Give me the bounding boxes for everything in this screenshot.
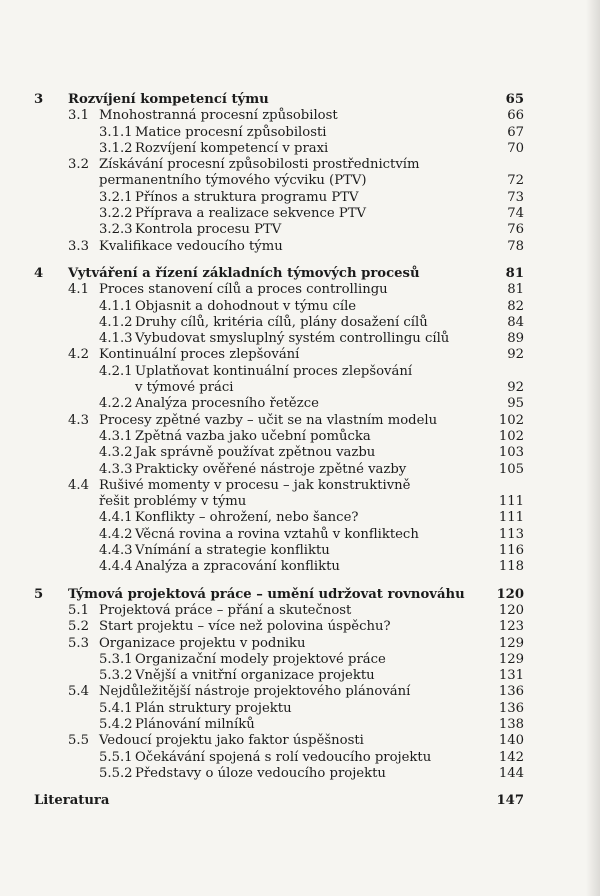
toc-entry-page: 66: [507, 108, 524, 124]
dot-leader: [362, 511, 496, 521]
toc-entry-title: Nejdůležitější nástroje projektového plánování: [99, 684, 414, 700]
toc-entry: [0, 701, 600, 717]
toc-entry-number: 3.2.2: [99, 206, 133, 222]
toc-entry-page: 92: [507, 347, 524, 363]
toc-entry-title: Vybudovat smysluplný systém controllingu cílů: [135, 331, 453, 347]
toc-entry-number: 4: [34, 265, 44, 281]
dot-leader: [238, 381, 506, 391]
toc-entry-title: Druhy cílů, kritéria cílů, plány dosažení cílů: [135, 315, 432, 331]
toc-entry-number: 3.1.1: [99, 124, 133, 140]
toc-entry-page: 89: [507, 331, 524, 347]
toc-entry-page: 116: [498, 543, 524, 559]
dot-leader: [342, 109, 506, 119]
toc-entry-page: 70: [507, 140, 524, 156]
toc-entry-title: permanentního týmového výcviku (PTV): [99, 173, 371, 189]
toc-entry-number: 4.3: [68, 412, 89, 428]
toc-entry: [0, 527, 600, 543]
toc-entry-title: Přínos a struktura programu PTV: [135, 190, 363, 206]
toc-entry-title: Kontrola procesu PTV: [135, 222, 285, 238]
toc-entry-number: 5.5: [68, 733, 89, 749]
toc-entry: [0, 510, 600, 526]
toc-entry-title: v týmové práci: [135, 380, 238, 396]
toc-entry-number: 3.2.1: [99, 189, 133, 205]
toc-entry-title: Vnější a vnitřní organizace projektu: [135, 668, 379, 684]
dot-leader: [441, 414, 497, 424]
toc-entry-title: Analýza procesního řetězce: [135, 396, 323, 412]
dot-leader: [273, 93, 504, 103]
toc-entry-number: 4.1.1: [99, 298, 133, 314]
dot-leader: [332, 142, 505, 152]
toc-entry: [0, 413, 600, 429]
toc-entry-title: Organizační modely projektové práce: [135, 652, 390, 668]
toc-entry-page: 81: [505, 265, 524, 281]
dot-leader: [390, 767, 497, 777]
dot-leader: [379, 669, 497, 679]
toc-entry-title: Prakticky ověřené nástroje zpětné vazby: [135, 462, 410, 478]
toc-entry-page: 65: [505, 92, 524, 107]
dot-leader: [287, 240, 505, 250]
toc-entry-number: 3.2: [68, 157, 89, 173]
toc-entry-title: Analýza a zpracování konfliktu: [135, 559, 344, 575]
toc-entry: [0, 222, 600, 238]
toc-entry: [0, 494, 600, 510]
toc-entry-number: 5.5.1: [99, 749, 133, 765]
toc-entry-title: Mnohostranná procesní způsobilost: [99, 108, 342, 124]
dot-leader: [395, 620, 497, 630]
toc-entry-number: 4.3.2: [99, 445, 133, 461]
toc-entry-title: Rušivé momenty v procesu – jak konstruktivně: [99, 478, 414, 494]
toc-entry: [0, 125, 600, 141]
toc-entry-page: 136: [498, 700, 524, 716]
toc-entry-title: Kontinuální proces zlepšování: [99, 347, 303, 363]
toc-entry-page: 140: [498, 733, 524, 749]
toc-entry-page: 129: [498, 651, 524, 667]
dot-leader: [375, 430, 497, 440]
toc-entry: [0, 793, 600, 809]
toc-entry-number: 4.4: [68, 477, 89, 493]
toc-entry: [0, 652, 600, 668]
toc-entry-number: 3.2.3: [99, 222, 133, 238]
toc-entry: [0, 347, 600, 363]
toc-entry-number: 5.1: [68, 602, 89, 618]
toc-entry-page: 82: [507, 298, 524, 314]
toc-entry-number: 5.5.2: [99, 765, 133, 781]
toc-entry-page: 102: [498, 412, 524, 428]
toc-entry-page: 142: [498, 749, 524, 765]
dot-leader: [363, 191, 506, 201]
toc-entry: [0, 445, 600, 461]
toc-entry-page: 138: [498, 716, 524, 732]
dot-leader: [435, 751, 497, 761]
toc-entry-number: 4.2.1: [99, 363, 133, 379]
toc-entry-title: Příprava a realizace sekvence PTV: [135, 206, 370, 222]
toc-entry: [0, 543, 600, 559]
toc-entry: [0, 429, 600, 445]
toc-chapter-group: [0, 266, 600, 576]
dot-leader: [250, 495, 497, 505]
dot-leader: [453, 332, 505, 342]
toc-entry-number: 5.4.2: [99, 716, 133, 732]
toc-entry: [0, 717, 600, 733]
toc-entry-title: Vnímání a strategie konfliktu: [135, 543, 334, 559]
toc-entry: [0, 559, 600, 575]
toc-entry-number: 4.2.2: [99, 396, 133, 412]
dot-leader: [113, 794, 494, 804]
toc-entry: [0, 636, 600, 652]
toc-entry-number: 5.3.2: [99, 668, 133, 684]
toc-entry: [0, 108, 600, 124]
toc-entry-title: Organizace projektu v podniku: [99, 636, 310, 652]
toc-entry-title: Plán struktury projektu: [135, 701, 296, 717]
toc-entry-number: 3: [34, 92, 44, 107]
dot-leader: [323, 397, 505, 407]
dot-leader: [432, 316, 505, 326]
toc-entry-title: Rozvíjení kompetencí týmu: [68, 92, 273, 108]
toc-entry-number: 5.3: [68, 635, 89, 651]
toc-entry: [0, 190, 600, 206]
dot-leader: [424, 267, 504, 277]
toc-entry-number: 5.3.1: [99, 651, 133, 667]
toc-entry-number: 4.4.1: [99, 510, 133, 526]
toc-chapter-group: [0, 587, 600, 783]
toc-entry-page: 67: [507, 124, 524, 140]
toc-entry-page: 136: [498, 684, 524, 700]
toc-entry-page: 111: [498, 494, 524, 510]
toc-entry-title: Start projektu – více než polovina úspěchu?: [99, 619, 395, 635]
toc-entry-title: Plánování milníků: [135, 717, 259, 733]
dot-leader: [303, 348, 505, 358]
toc-entry-number: 4.4.3: [99, 543, 133, 559]
dot-leader: [390, 653, 497, 663]
toc-entry-title: Uplatňovat kontinuální proces zlepšování: [135, 364, 416, 380]
toc-entry-page: 111: [498, 510, 524, 526]
dot-leader: [423, 528, 497, 538]
toc-entry-title: Matice procesní způsobilosti: [135, 125, 331, 141]
toc-entry-number: 5.4.1: [99, 700, 133, 716]
toc-entry: [0, 587, 600, 603]
toc-entry: [0, 750, 600, 766]
dot-leader: [259, 718, 497, 728]
dot-leader: [334, 544, 497, 554]
toc-entry: [0, 462, 600, 478]
toc-entry: [0, 619, 600, 635]
toc-entry-page: 118: [498, 559, 524, 575]
toc-entry: [0, 396, 600, 412]
toc-entry-number: 3.1.2: [99, 140, 133, 156]
toc-entry-number: 4.2: [68, 347, 89, 363]
toc-entry-number: 4.1.3: [99, 331, 133, 347]
toc-entry: [0, 331, 600, 347]
toc-entry-number: 5: [34, 586, 44, 602]
toc-entry-number: 4.1.2: [99, 314, 133, 330]
toc-entry-page: 73: [507, 189, 524, 205]
dot-leader: [285, 223, 505, 233]
toc-entry: [0, 668, 600, 684]
toc-entry-page: 72: [507, 173, 524, 189]
dot-leader: [410, 463, 497, 473]
toc-entry-page: 131: [498, 668, 524, 684]
toc-entry-page: 78: [507, 238, 524, 254]
dot-leader: [392, 283, 506, 293]
dot-leader: [379, 446, 497, 456]
toc-entry-page: 144: [498, 765, 524, 781]
toc-entry-page: 129: [498, 635, 524, 651]
table-of-contents: [0, 92, 600, 820]
toc-entry-page: 95: [507, 396, 524, 412]
toc-entry-page: 81: [507, 282, 524, 298]
toc-entry: [0, 157, 600, 173]
toc-entry: [0, 603, 600, 619]
toc-entry: [0, 364, 600, 380]
toc-entry-number: 4.3.1: [99, 428, 133, 444]
toc-entry: [0, 206, 600, 222]
toc-entry-title: Jak správně používat zpětnou vazbu: [135, 445, 379, 461]
toc-entry-number: 5.4: [68, 684, 89, 700]
toc-entry: [0, 684, 600, 700]
dot-leader: [296, 702, 497, 712]
toc-entry-page: 92: [507, 380, 524, 396]
dot-leader: [331, 126, 506, 136]
dot-leader: [368, 734, 497, 744]
toc-entry-title: řešit problémy v týmu: [99, 494, 250, 510]
toc-entry-title: Literatura: [34, 793, 113, 809]
toc-entry-title: Očekávání spojená s rolí vedoucího projektu: [135, 750, 435, 766]
toc-entry-number: 4.3.3: [99, 461, 133, 477]
toc-entry-title: Konflikty – ohrožení, nebo šance?: [135, 510, 362, 526]
toc-entry-title: Získávání procesní způsobilosti prostřednictvím: [99, 157, 424, 173]
toc-entry-number: 4.4.4: [99, 559, 133, 575]
toc-entry-page: 120: [498, 602, 524, 618]
toc-entry-page: 105: [498, 461, 524, 477]
toc-entry-page: 102: [498, 428, 524, 444]
toc-entry-number: 3.1: [68, 108, 89, 124]
dot-leader: [360, 300, 505, 310]
toc-entry-page: 113: [498, 526, 524, 542]
toc-entry-page: 84: [507, 314, 524, 330]
toc-entry: [0, 239, 600, 255]
toc-entry-title: Objasnit a dohodnout v týmu cíle: [135, 299, 360, 315]
toc-entry-title: Zpětná vazba jako učební pomůcka: [135, 429, 375, 445]
dot-leader: [469, 588, 495, 598]
toc-entry: [0, 92, 600, 108]
toc-entry-title: Projektová práce – přání a skutečnost: [99, 603, 355, 619]
toc-chapter-group: [0, 793, 600, 809]
dot-leader: [371, 174, 506, 184]
dot-leader: [414, 685, 496, 695]
toc-entry-page: 120: [496, 586, 524, 602]
toc-entry-page: 123: [498, 619, 524, 635]
dot-leader: [355, 604, 497, 614]
toc-entry-number: 4.4.2: [99, 526, 133, 542]
toc-entry-number: 5.2: [68, 619, 89, 635]
toc-entry: [0, 766, 600, 782]
toc-entry-title: Týmová projektová práce – umění udržovat rovnováhu: [68, 587, 469, 603]
toc-entry-title: Vytváření a řízení základních týmových procesů: [68, 266, 424, 282]
toc-entry-title: Kvalifikace vedoucího týmu: [99, 239, 287, 255]
toc-entry: [0, 282, 600, 298]
toc-entry-title: Rozvíjení kompetencí v praxi: [135, 141, 332, 157]
toc-entry-title: Vedoucí projektu jako faktor úspěšnosti: [99, 733, 368, 749]
toc-entry-title: Věcná rovina a rovina vztahů v konfliktech: [135, 527, 423, 543]
toc-entry-number: 3.3: [68, 238, 89, 254]
dot-leader: [310, 637, 497, 647]
toc-entry: [0, 173, 600, 189]
toc-entry-title: Procesy zpětné vazby – učit se na vlastním modelu: [99, 413, 441, 429]
toc-entry: [0, 733, 600, 749]
toc-entry: [0, 478, 600, 494]
toc-chapter-group: [0, 92, 600, 255]
toc-entry: [0, 266, 600, 282]
toc-entry-page: 74: [507, 206, 524, 222]
toc-entry: [0, 315, 600, 331]
toc-entry: [0, 299, 600, 315]
toc-entry: [0, 141, 600, 157]
toc-entry-page: 147: [496, 793, 524, 809]
toc-entry-title: Proces stanovení cílů a proces controllingu: [99, 282, 392, 298]
toc-entry-number: 4.1: [68, 282, 89, 298]
toc-entry-title: Představy o úloze vedoucího projektu: [135, 766, 390, 782]
toc-entry-page: 103: [498, 445, 524, 461]
dot-leader: [344, 560, 497, 570]
dot-leader: [370, 207, 505, 217]
toc-entry-page: 76: [507, 222, 524, 238]
toc-entry: [0, 380, 600, 396]
